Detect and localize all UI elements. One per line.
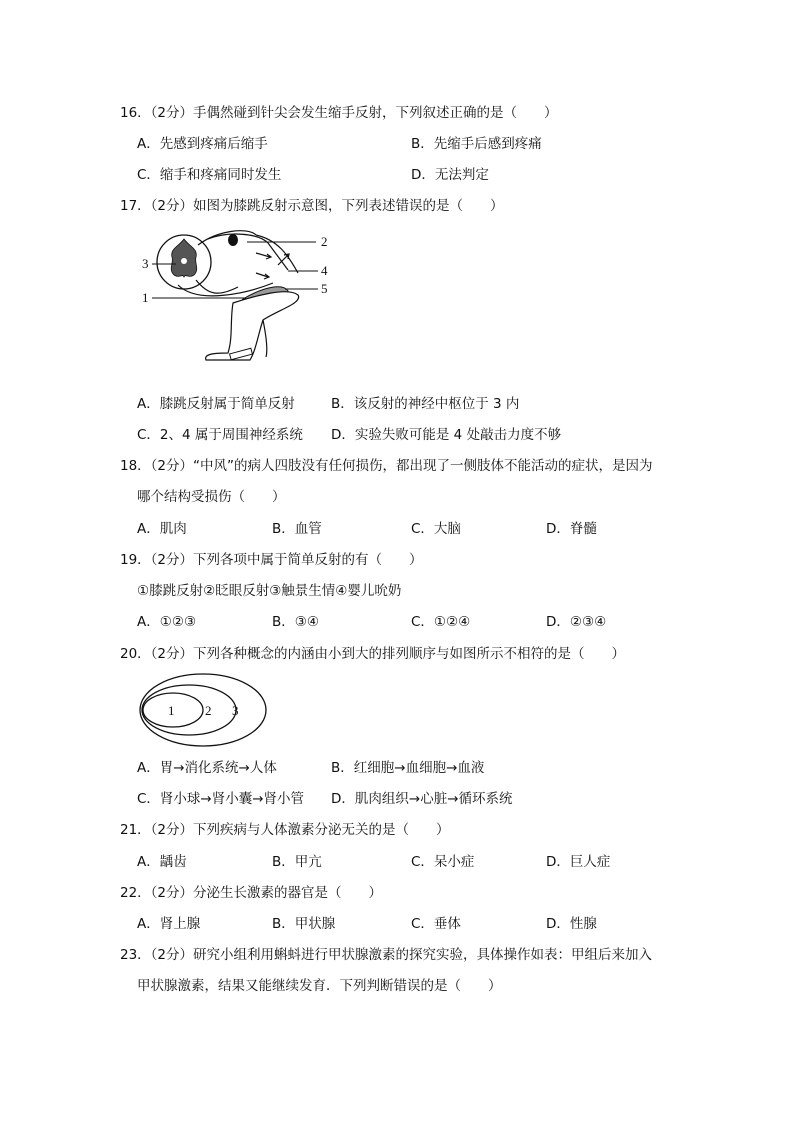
q23-stem-line2: 甲状腺激素，结果又能继续发育．下列判断错误的是（ ） bbox=[137, 978, 502, 994]
knee-jerk-reflex-diagram bbox=[138, 225, 338, 370]
label-5: 5 bbox=[321, 281, 328, 296]
q21-option-a[interactable]: A．龋齿 bbox=[137, 854, 187, 870]
q19-option-a[interactable]: A．①②③ bbox=[137, 614, 197, 630]
q21-option-d[interactable]: D．巨人症 bbox=[546, 854, 611, 870]
nested-ellipses-diagram bbox=[138, 672, 270, 748]
q17-stem: 17．（2分）如图为膝跳反射示意图，下列表述错误的是（ ） bbox=[120, 198, 504, 214]
label-1: 1 bbox=[142, 290, 149, 305]
q16-stem: 16．（2分）手偶然碰到针尖会发生缩手反射，下列叙述正确的是（ ） bbox=[120, 105, 558, 121]
q17-option-a[interactable]: A．膝跳反射属于简单反射 bbox=[137, 396, 295, 412]
q22-option-c[interactable]: C．垂体 bbox=[411, 916, 461, 932]
q18-option-d[interactable]: D．脊髓 bbox=[546, 521, 597, 537]
q22-option-d[interactable]: D．性腺 bbox=[546, 916, 597, 932]
q19-items: ①膝跳反射②眨眼反射③触景生情④婴儿吮奶 bbox=[137, 583, 402, 599]
q22-option-b[interactable]: B．甲状腺 bbox=[272, 916, 336, 932]
q18-stem-line1: 18．（2分）“中风”的病人四肢没有任何损伤，都出现了一侧肢体不能活动的症状，是因为 bbox=[120, 458, 653, 474]
q20-option-c[interactable]: C．肾小球→肾小囊→肾小管 bbox=[137, 791, 305, 807]
q19-stem: 19．（2分）下列各项中属于简单反射的有（ ） bbox=[120, 552, 423, 568]
q17-option-d[interactable]: D．实验失败可能是 4 处敲击力度不够 bbox=[331, 427, 562, 443]
ellipse-label-1: 1 bbox=[168, 703, 175, 718]
ellipse-label-3: 3 bbox=[232, 703, 239, 718]
q22-stem: 22．（2分）分泌生长激素的器官是（ ） bbox=[120, 885, 383, 901]
q16-option-b[interactable]: B．先缩手后感到疼痛 bbox=[411, 136, 542, 152]
q22-option-a[interactable]: A．肾上腺 bbox=[137, 916, 201, 932]
q18-option-b[interactable]: B．血管 bbox=[272, 521, 322, 537]
q19-option-c[interactable]: C．①②④ bbox=[411, 614, 471, 630]
q16-option-c[interactable]: C．缩手和疼痛同时发生 bbox=[137, 167, 282, 183]
q23-stem-line1: 23．（2分）研究小组利用蝌蚪进行甲状腺激素的探究实验，具体操作如表：甲组后来加入 bbox=[120, 947, 653, 963]
label-3: 3 bbox=[142, 256, 149, 271]
q21-stem: 21．（2分）下列疾病与人体激素分泌无关的是（ ） bbox=[120, 822, 450, 838]
label-2: 2 bbox=[321, 234, 328, 249]
q16-option-d[interactable]: D．无法判定 bbox=[411, 167, 489, 183]
q21-option-c[interactable]: C．呆小症 bbox=[411, 854, 475, 870]
q19-option-d[interactable]: D．②③④ bbox=[546, 614, 607, 630]
ellipse-label-2: 2 bbox=[205, 703, 212, 718]
q17-option-c[interactable]: C．2、4 属于周围神经系统 bbox=[137, 427, 303, 443]
q18-option-a[interactable]: A．肌肉 bbox=[137, 521, 187, 537]
q21-option-b[interactable]: B．甲亢 bbox=[272, 854, 322, 870]
q16-option-a[interactable]: A．先感到疼痛后缩手 bbox=[137, 136, 268, 152]
q20-option-b[interactable]: B．红细胞→血细胞→血液 bbox=[331, 760, 485, 776]
q19-option-b[interactable]: B．③④ bbox=[272, 614, 319, 630]
q20-option-a[interactable]: A．胃→消化系统→人体 bbox=[137, 760, 277, 776]
q20-stem: 20．（2分）下列各种概念的内涵由小到大的排列顺序与如图所示不相符的是（ ） bbox=[120, 646, 626, 662]
q18-option-c[interactable]: C．大脑 bbox=[411, 521, 461, 537]
q18-stem-line2: 哪个结构受损伤（ ） bbox=[137, 489, 286, 505]
label-4: 4 bbox=[321, 263, 328, 278]
q17-option-b[interactable]: B．该反射的神经中枢位于 3 内 bbox=[331, 396, 520, 412]
q20-option-d[interactable]: D．肌肉组织→心脏→循环系统 bbox=[331, 791, 513, 807]
